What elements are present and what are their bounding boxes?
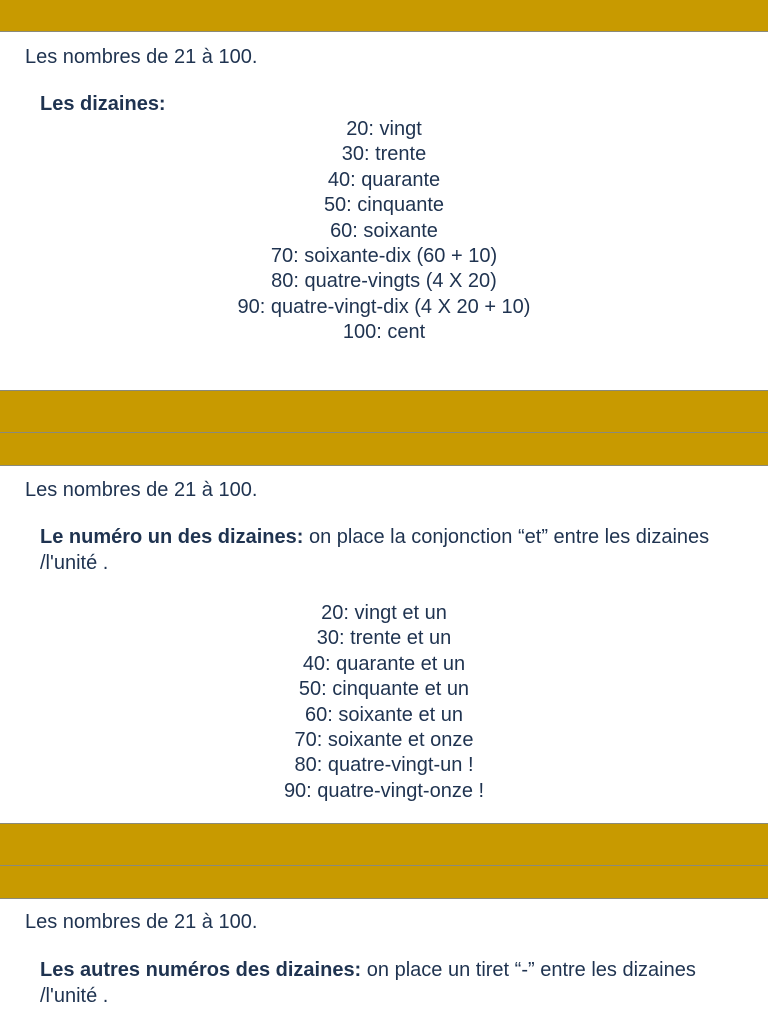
list-item: 20: vingt (346, 118, 422, 140)
heading-bold: Les dizaines: (40, 93, 166, 115)
list-item: 50: cinquante (323, 194, 445, 217)
list-item: 40: quarante et un (302, 652, 466, 675)
list-item: 90: quatre-vingt-dix (4 X 20 + 10) (237, 295, 531, 318)
heading-text: on place un tiret “-” entre les dizaines /l'unité . (40, 959, 696, 1007)
list-item: 30: trente (341, 143, 427, 166)
list-item: 30: trente et un (316, 627, 452, 650)
list-item: 70: soixante et onze (294, 729, 474, 752)
list-item: 50: cinquante et un (298, 678, 470, 701)
section-heading (40, 91, 720, 117)
slide-subtitle: Les nombres de 21 à 100. (25, 46, 258, 68)
list-item: 80: quatre-vingts (4 X 20) (271, 270, 497, 293)
list-item: 60: soixante (330, 219, 438, 242)
list-item: 90: quatre-vingt-onze ! (283, 779, 485, 802)
heading-bold: Les autres numéros des dizaines: (40, 959, 362, 981)
list-item: 70: soixante-dix (60 + 10) (270, 245, 498, 268)
number-list (0, 601, 768, 804)
section-heading (40, 524, 720, 576)
slide-subtitle: Les nombres de 21 à 100. (25, 479, 258, 501)
heading-bold: Le numéro un des dizaines: (40, 526, 304, 548)
list-item: 80: quatre-vingt-un ! (294, 754, 474, 777)
section-heading (40, 957, 720, 1009)
list-item: 20: vingt et un (321, 602, 447, 624)
heading-text: on place la conjonction “et” entre les dizaines /l'unité . (40, 526, 710, 574)
list-item: 40: quarante (327, 168, 441, 191)
slide-header-bar (0, 0, 768, 32)
number-list (0, 117, 768, 346)
slide-footer-bar (0, 390, 768, 433)
slide-footer-bar (0, 823, 768, 866)
list-item: 100: cent (342, 321, 426, 344)
slide-subtitle: Les nombres de 21 à 100. (25, 911, 258, 933)
list-item: 60: soixante et un (305, 703, 463, 726)
slide-header-bar (0, 865, 768, 899)
slide-header-bar (0, 432, 768, 466)
